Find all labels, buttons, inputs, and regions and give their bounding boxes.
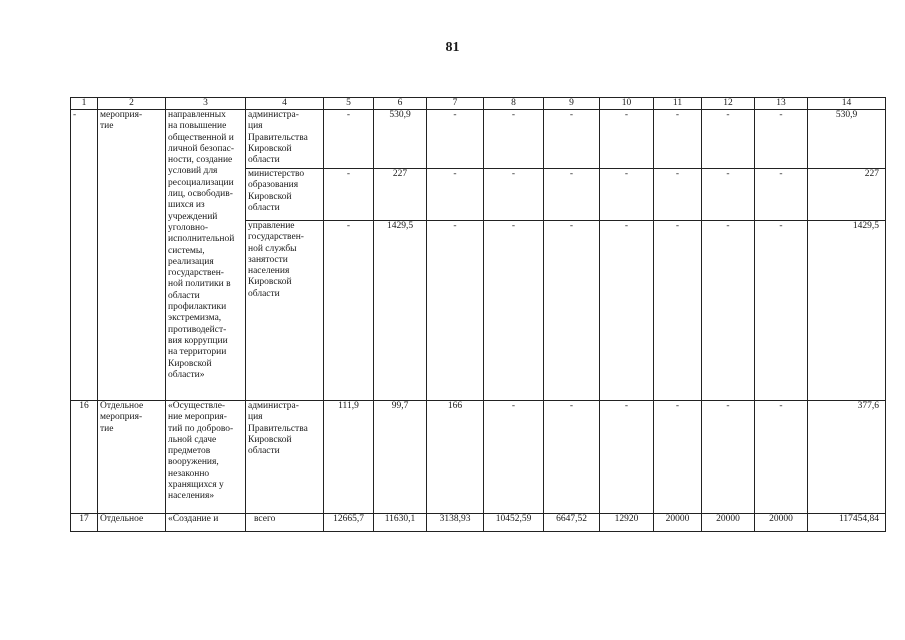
value-cell: - [427, 169, 484, 221]
value-cell: 99,7 [374, 401, 427, 514]
activity-name-cell: «Создание и [166, 514, 246, 532]
table-row [71, 514, 886, 532]
value-cell: - [654, 221, 702, 401]
column-header: 3 [166, 98, 246, 110]
column-header: 5 [324, 98, 374, 110]
value-cell: 10452,59 [484, 514, 544, 532]
value-cell: 530,9 [374, 110, 427, 169]
value-cell: - [544, 401, 600, 514]
value-cell: 20000 [702, 514, 755, 532]
value-cell: 20000 [654, 514, 702, 532]
value-cell: - [702, 169, 755, 221]
value-cell: - [600, 169, 654, 221]
row-number-cell: 16 [71, 401, 98, 514]
value-cell: - [654, 401, 702, 514]
value-cell: 11630,1 [374, 514, 427, 532]
value-cell: - [324, 169, 374, 221]
activity-type-cell: мероприя- тие [98, 110, 166, 401]
total-cell: 530,9 [808, 110, 886, 169]
total-cell: 227 [808, 169, 886, 221]
value-cell: - [654, 110, 702, 169]
table-row [71, 401, 886, 514]
value-cell: - [484, 169, 544, 221]
activity-name-cell: «Осуществле- ние мероприя- тий по доброво- льной сдаче предметов вооружения, незаконно хранящихся у населения» [166, 401, 246, 514]
executor-cell: администра- ция Правительства Кировской области [246, 401, 324, 514]
total-cell: 1429,5 [808, 221, 886, 401]
row-number-cell [71, 110, 98, 401]
value-cell: 20000 [755, 514, 808, 532]
value-cell: - [755, 110, 808, 169]
column-header: 9 [544, 98, 600, 110]
value-cell: - [544, 221, 600, 401]
value-cell: - [544, 169, 600, 221]
column-header: 6 [374, 98, 427, 110]
activity-type-cell: Отдельное [98, 514, 166, 532]
column-header: 13 [755, 98, 808, 110]
value-cell: - [427, 221, 484, 401]
value-cell: - [324, 110, 374, 169]
activity-name-cell: направленных на повышение общественной и личной безопас- ности, создание условий для ресоциализации лиц, освободив- шихся из учреждений уголовно- исполнительной системы, реализация государствен- ной политики в области профилактики экстремизма, противодейст- вия коррупции на территории Кировской области» [166, 110, 246, 401]
value-cell: 12665,7 [324, 514, 374, 532]
value-cell: 12920 [600, 514, 654, 532]
value-cell: 3138,93 [427, 514, 484, 532]
value-cell: 166 [427, 401, 484, 514]
value-cell: - [702, 110, 755, 169]
column-header: 8 [484, 98, 544, 110]
column-header: 7 [427, 98, 484, 110]
value-cell: - [484, 221, 544, 401]
budget-table [70, 97, 886, 532]
column-header: 10 [600, 98, 654, 110]
value-cell: - [427, 110, 484, 169]
column-header: 2 [98, 98, 166, 110]
value-cell: - [600, 110, 654, 169]
value-cell: - [544, 110, 600, 169]
executor-cell: министерство образования Кировской области [246, 169, 324, 221]
value-cell: - [324, 221, 374, 401]
value-cell: - [755, 169, 808, 221]
value-cell: - [654, 169, 702, 221]
value-cell: - [600, 401, 654, 514]
executor-cell: администра- ция Правительства Кировской области [246, 110, 324, 169]
value-cell: 111,9 [324, 401, 374, 514]
value-cell: 6647,52 [544, 514, 600, 532]
page-number: 81 [445, 40, 460, 55]
stub-mark: - [73, 110, 77, 120]
total-cell: 377,6 [808, 401, 886, 514]
activity-type-cell: Отдельное мероприя- тие [98, 401, 166, 514]
column-header: 1 [71, 98, 98, 110]
executor-cell: управление государствен- ной службы занятости населения Кировской области [246, 221, 324, 401]
value-cell: - [702, 221, 755, 401]
value-cell: - [702, 401, 755, 514]
column-header: 11 [654, 98, 702, 110]
column-header: 14 [808, 98, 886, 110]
column-header: 12 [702, 98, 755, 110]
total-cell: 117454,84 [808, 514, 886, 532]
column-number-row [71, 98, 886, 110]
value-cell: - [755, 221, 808, 401]
table-row [71, 110, 886, 169]
executor-cell: всего [246, 514, 324, 532]
value-cell: - [484, 110, 544, 169]
value-cell: - [484, 401, 544, 514]
value-cell: - [600, 221, 654, 401]
value-cell: 1429,5 [374, 221, 427, 401]
column-header: 4 [246, 98, 324, 110]
value-cell: 227 [374, 169, 427, 221]
value-cell: - [755, 401, 808, 514]
row-number-cell: 17 [71, 514, 98, 532]
